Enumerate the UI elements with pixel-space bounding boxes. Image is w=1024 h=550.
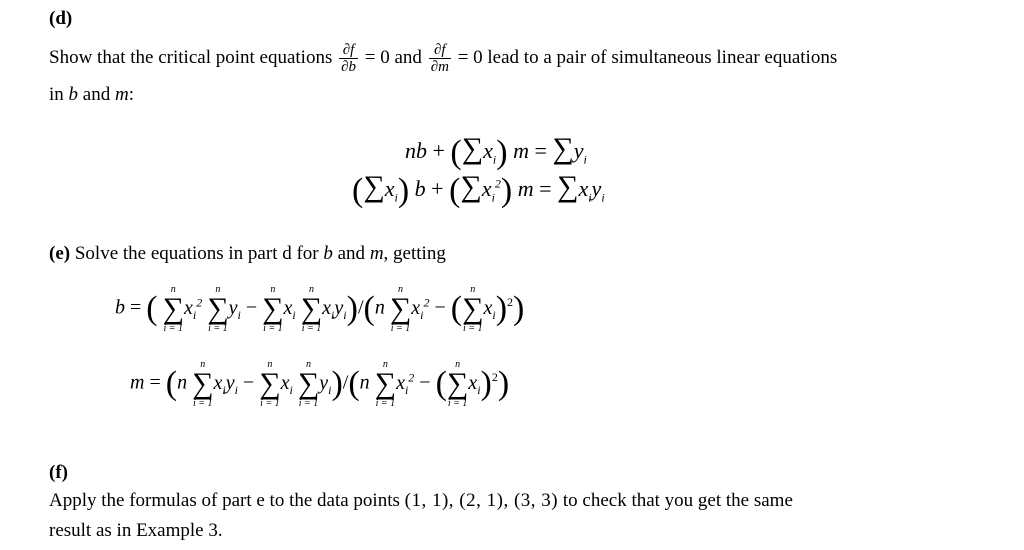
part-f-label: (f) — [49, 462, 68, 483]
and-word: and — [394, 46, 422, 68]
var-b: b — [68, 84, 79, 105]
part-d-line1-suffix: lead to a pair of simultaneous linear equations — [487, 46, 838, 68]
frac1-numerator: ∂f — [339, 42, 358, 59]
part-f-line1 — [49, 490, 793, 512]
frac1-denominator: ∂b — [341, 59, 357, 75]
equation-2: $(\sum x_i) b + (\sum x_i^2) m = \sum x_iy_i$ — [352, 170, 605, 209]
part-e-and: and — [337, 243, 366, 264]
frac2-numerator: ∂f — [429, 42, 451, 59]
part-e-text-prefix: Solve the equations in part d for — [74, 243, 319, 264]
eq-zero-1: = 0 — [364, 46, 390, 68]
part-d-line1-prefix: Show that the critical point equations — [49, 46, 333, 68]
part-d-line1 — [49, 42, 837, 75]
var-m: m — [114, 84, 129, 105]
part-f-line2: result as in Example 3. — [49, 520, 223, 541]
part-e-text-suffix: , getting — [383, 243, 446, 264]
part-e-line — [49, 243, 446, 265]
and-word-2: and — [82, 84, 111, 105]
partial-f-partial-m — [429, 42, 451, 75]
eq-zero-2: = 0 — [457, 46, 483, 68]
equation-1: nb + $(\sum x_i) m = \sum y_i$ — [405, 132, 587, 171]
part-f-line1-prefix: Apply the formulas of part e to the data points — [49, 490, 400, 511]
in-word: in — [49, 84, 64, 105]
part-e-var-m: m — [369, 243, 384, 264]
part-e-var-b: b — [323, 243, 333, 264]
data-points: (1, 1), (2, 1), (3, 3) — [404, 490, 559, 511]
formula-m: m = (n n ∑ i = 1 $x_iy_i$ − n ∑ i = 1 $x_i$ n ∑ i = 1 $y_i)/(n$ n ∑ i = 1 $x_i^2$ − ( n ∑ i = 1 $x_i)^2$) — [130, 359, 510, 409]
part-d-line2 — [49, 84, 134, 106]
frac2-denominator: ∂m — [430, 59, 449, 75]
part-e-label: (e) — [49, 243, 71, 264]
partial-f-partial-b — [339, 42, 358, 75]
formula-b: b = ( n ∑ i = 1 $x_i^2$ n ∑ i = 1 $y_i$ − n ∑ i = 1 $x_i$ n ∑ i = 1 $x_iy_i)/(n$ n ∑ i = 1 $x_i^2$ − ( n ∑ i = 1 $x_i)^2$) — [115, 284, 525, 334]
colon: : — [128, 84, 134, 105]
part-d-label: (d) — [49, 8, 73, 29]
part-f-line1-suffix: to check that you get the same — [562, 490, 793, 511]
